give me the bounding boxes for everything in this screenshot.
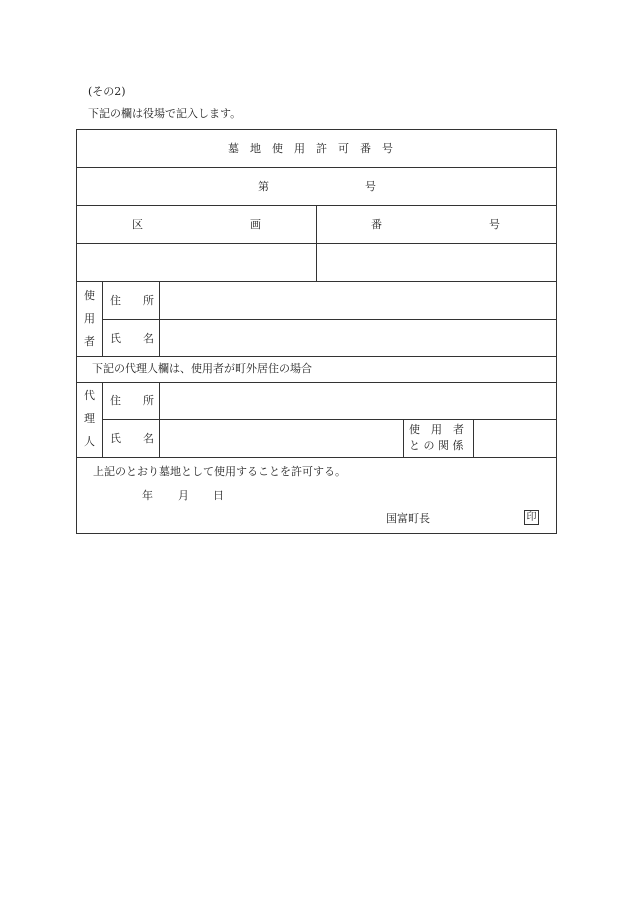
relation-entry-cell[interactable] bbox=[474, 420, 556, 457]
agent-name-label-char1: 氏 bbox=[110, 432, 121, 445]
user-group-label-char2: 用 bbox=[84, 312, 95, 325]
agent-address-label-char2: 所 bbox=[143, 394, 154, 407]
agent-group-label-char3: 人 bbox=[84, 435, 95, 448]
agent-name-label-char2: 名 bbox=[143, 432, 154, 445]
section-header-char2: 画 bbox=[250, 218, 261, 231]
plot-number-entry-cell[interactable] bbox=[317, 244, 556, 281]
agent-group-label-char2: 理 bbox=[84, 412, 95, 425]
user-name-entry-cell[interactable] bbox=[160, 320, 556, 356]
number-suffix-label: 号 bbox=[365, 180, 376, 193]
seal-stamp: 印 bbox=[524, 510, 539, 525]
section-entry-cell[interactable] bbox=[77, 244, 316, 281]
date-year-label: 年 bbox=[142, 489, 153, 502]
relation-label-line1: 使 用 者 bbox=[409, 423, 464, 436]
user-group-label-char1: 使 bbox=[84, 289, 95, 302]
number-prefix-label: 第 bbox=[258, 180, 269, 193]
agent-name-entry-cell[interactable] bbox=[160, 420, 403, 457]
user-address-entry-cell[interactable] bbox=[160, 282, 556, 319]
date-day-label: 日 bbox=[213, 489, 224, 502]
date-month-label: 月 bbox=[178, 489, 189, 502]
user-name-label-char2: 名 bbox=[143, 332, 154, 345]
user-name-label-char1: 氏 bbox=[110, 332, 121, 345]
agent-address-label-char1: 住 bbox=[110, 394, 121, 407]
agent-group-label-char1: 代 bbox=[84, 389, 95, 402]
issuer-label: 国富町長 bbox=[386, 512, 430, 525]
form-part-label: (その2) bbox=[88, 85, 126, 98]
permit-number-title: 墓地使用許可番号 bbox=[228, 142, 404, 155]
plot-number-header-char2: 号 bbox=[489, 218, 500, 231]
agent-address-entry-cell[interactable] bbox=[160, 383, 556, 419]
user-address-label-char2: 所 bbox=[143, 294, 154, 307]
plot-number-header-char1: 番 bbox=[371, 218, 382, 231]
instruction-text: 下記の欄は役場で記入します。 bbox=[88, 107, 242, 120]
permission-statement: 上記のとおり墓地として使用することを許可する。 bbox=[93, 465, 346, 478]
relation-label-line2: と の 関 係 bbox=[409, 439, 464, 452]
section-header-char1: 区 bbox=[132, 218, 143, 231]
user-address-label-char1: 住 bbox=[110, 294, 121, 307]
user-group-label-char3: 者 bbox=[84, 335, 95, 348]
agent-note-text: 下記の代理人欄は、使用者が町外居住の場合 bbox=[92, 362, 312, 375]
